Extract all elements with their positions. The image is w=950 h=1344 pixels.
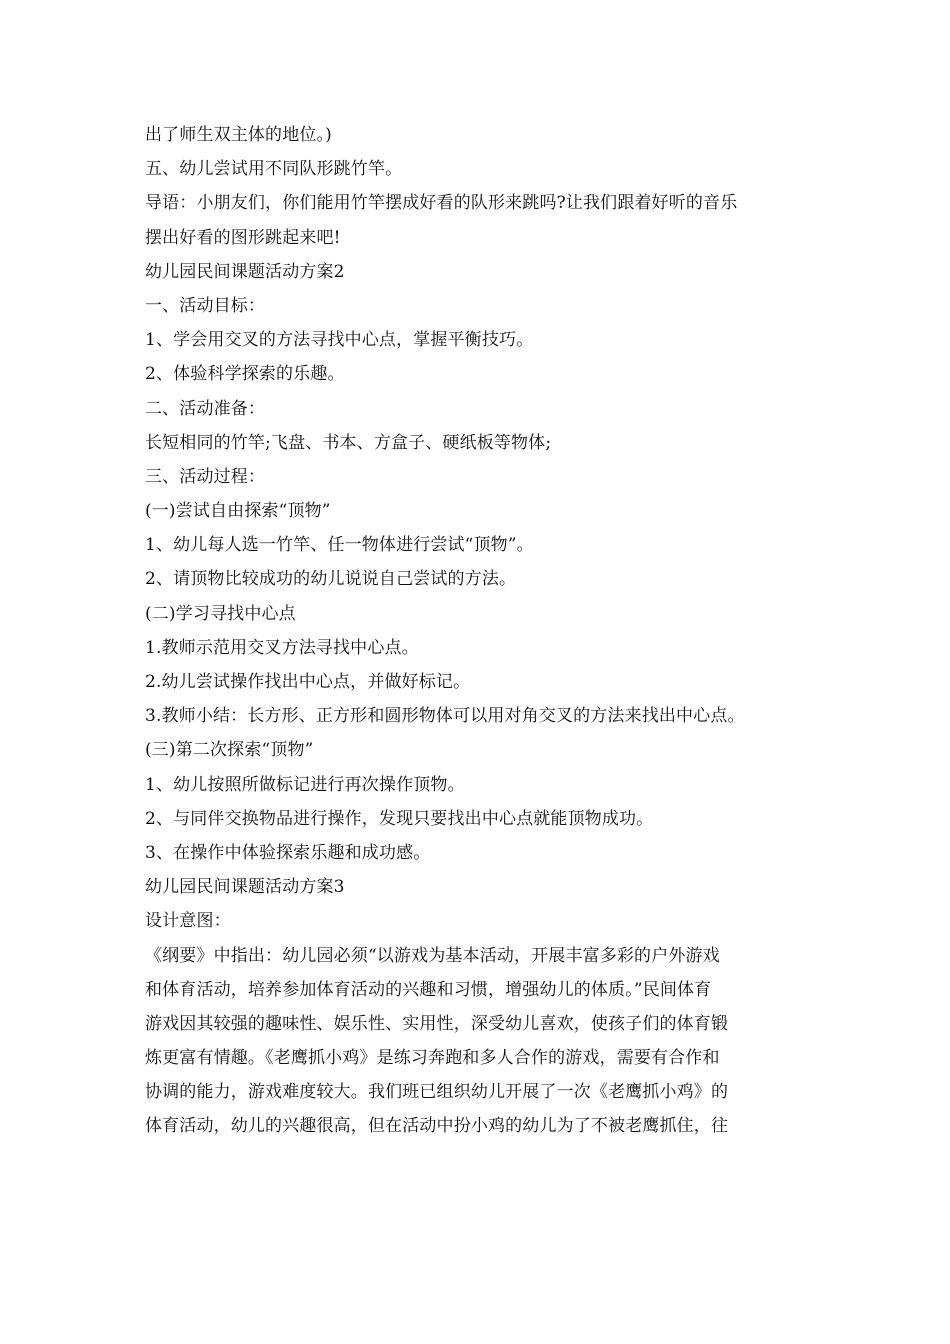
section-heading: 二、活动准备：: [145, 398, 266, 419]
section-heading: 一、活动目标：: [145, 295, 266, 316]
list-item: 3、在操作中体验探索乐趣和成功感。: [145, 842, 431, 863]
list-item: 2.幼儿尝试操作找出中心点，并做好标记。: [145, 672, 471, 692]
design-intent-paragraph: [145, 939, 810, 1144]
text-line: 《纲要》中指出：幼儿园必须“以游戏为基本活动，开展丰富多彩的户外游戏: [145, 945, 720, 966]
list-item: 2、与同伴交换物品进行操作，发现只要找出中心点就能顶物成功。: [145, 808, 654, 829]
text-line: 长短相同的竹竿;飞盘、书本、方盒子、硬纸板等物体;: [145, 432, 552, 453]
text-line: 导语：小朋友们，你们能用竹竿摆成好看的队形来跳吗?让我们跟着好听的音乐: [145, 193, 738, 214]
text-line: 游戏因其较强的趣味性、娱乐性、实用性，深受幼儿喜欢，使孩子们的体育锻: [145, 1013, 729, 1034]
list-item: 1、学会用交叉的方法寻找中心点，掌握平衡技巧。: [145, 330, 534, 351]
section-heading: 设计意图：: [145, 911, 231, 932]
text-line: 摆出好看的图形跳起来吧!: [145, 227, 341, 248]
list-item: 3.教师小结：长方形、正方形和圆形物体可以用对角交叉的方法来找出中心点。: [145, 706, 745, 727]
plan-title: 幼儿园民间课题活动方案3: [145, 877, 345, 898]
list-item: 2、请顶物比较成功的幼儿说说自己尝试的方法。: [145, 569, 517, 590]
section-heading: 三、活动过程：: [145, 466, 266, 487]
section-heading: 五、幼儿尝试用不同队形跳竹竿。: [145, 159, 403, 180]
text-line: 体育活动，幼儿的兴趣很高，但在活动中扮小鸡的幼儿为了不被老鹰抓住，往: [145, 1116, 729, 1137]
list-item: 2、体验科学探索的乐趣。: [145, 364, 345, 385]
subsection-heading: (二)学习寻找中心点: [145, 603, 296, 624]
subsection-heading: (三)第二次探索“顶物”: [145, 740, 314, 761]
document-body: [145, 118, 810, 1144]
text-line: 出了师生双主体的地位。): [145, 125, 332, 145]
text-line: 炼更富有情趣。《老鹰抓小鸡》是练习奔跑和多人合作的游戏，需要有合作和: [145, 1048, 720, 1069]
plan-title: 幼儿园民间课题活动方案2: [145, 261, 345, 282]
text-line: 协调的能力，游戏难度较大。我们班已组织幼儿开展了一次《老鹰抓小鸡》的: [145, 1082, 729, 1103]
subsection-heading: (一)尝试自由探索“顶物”: [145, 501, 331, 522]
list-item: 1、幼儿按照所做标记进行再次操作顶物。: [145, 774, 465, 795]
list-item: 1.教师示范用交叉方法寻找中心点。: [145, 637, 419, 658]
list-item: 1、幼儿每人选一竹竿、任一物体进行尝试“顶物”。: [145, 535, 534, 556]
text-line: 和体育活动，培养参加体育活动的兴趣和习惯，增强幼儿的体质。”民间体育: [145, 979, 712, 1000]
